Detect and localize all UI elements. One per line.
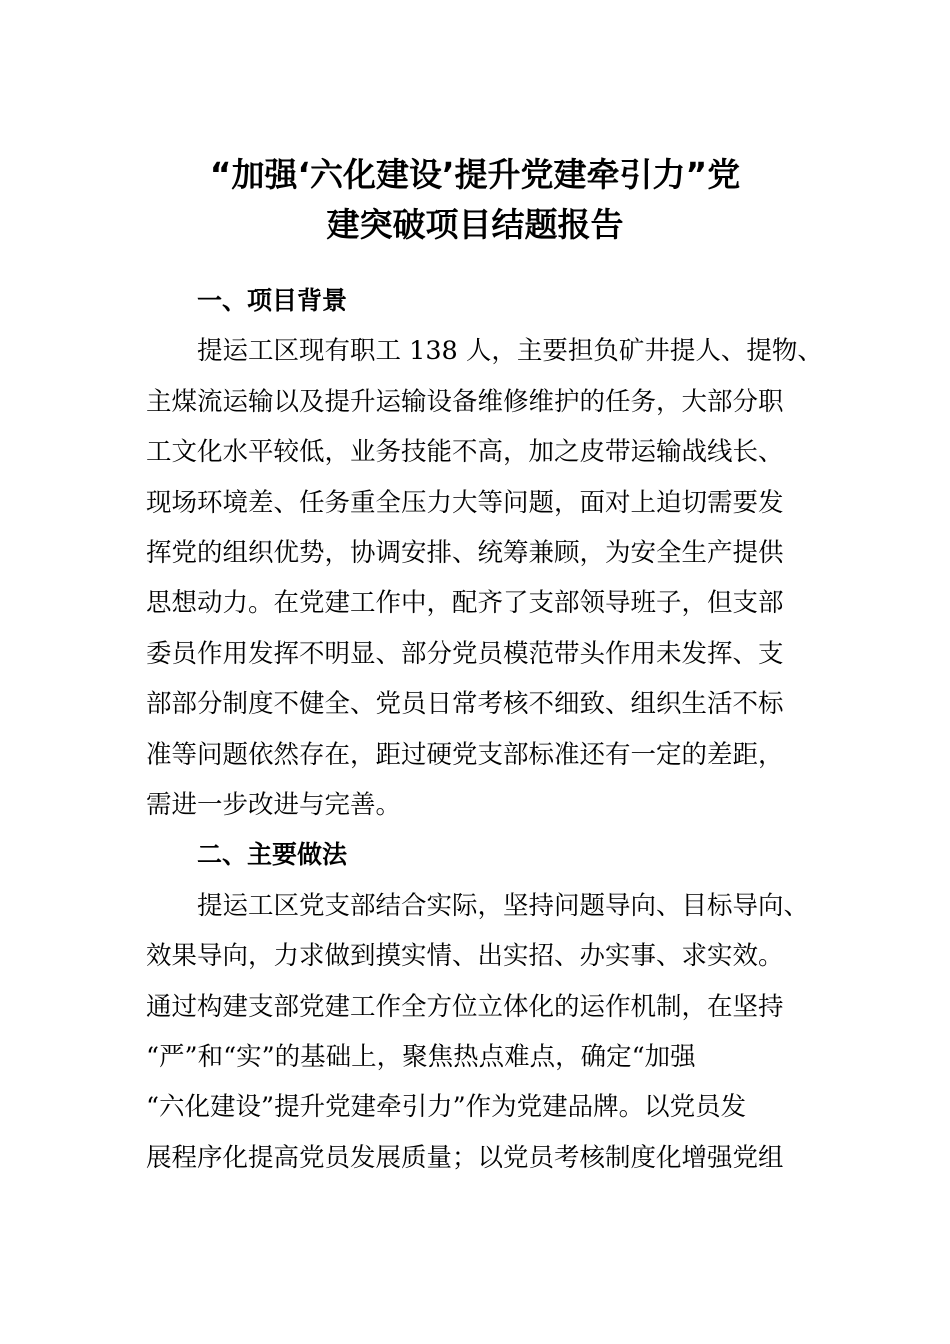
section-heading-background: 一、项目背景 — [197, 286, 348, 315]
paragraph-line: 准等问题依然存在，距过硬党支部标准还有一定的差距， — [146, 739, 784, 770]
paragraph-line: 提运工区党支部结合实际，坚持问题导向、目标导向、 — [197, 890, 810, 921]
section-heading-methods: 二、主要做法 — [197, 840, 348, 870]
section-paragraph-methods — [146, 881, 816, 1183]
document-body — [146, 276, 823, 1183]
paragraph-line: “严”和“实”的基础上，聚焦热点难点，确定“加强 — [146, 1041, 696, 1072]
paragraph-line: 展程序化提高党员发展质量；以党员考核制度化增强党组 — [146, 1142, 784, 1173]
paragraph-line: 部部分制度不健全、党员日常考核不细致、组织生活不标 — [146, 689, 784, 720]
paragraph-line: 需进一步改进与完善。 — [146, 789, 402, 820]
paragraph-line: 主煤流运输以及提升运输设备维修维护的任务，大部分职 — [146, 386, 784, 417]
paragraph-line: 效果导向，力求做到摸实情、出实招、办实事、求实效。 — [146, 941, 784, 972]
paragraph-line: 工文化水平较低，业务技能不高，加之皮带运输战线长、 — [146, 437, 784, 468]
paragraph-line: “六化建设”提升党建牵引力”作为党建品牌。以党员发 — [146, 1092, 747, 1123]
section-paragraph-background — [146, 326, 823, 830]
paragraph-line: 通过构建支部党建工作全方位立体化的运作机制，在坚持 — [146, 991, 784, 1022]
paragraph-line: 提运工区现有职工 138 人，主要担负矿井提人、提物、 — [197, 336, 823, 367]
paragraph-line: 思想动力。在党建工作中，配齐了支部领导班子，但支部 — [146, 588, 784, 619]
document-title — [140, 150, 810, 250]
paragraph-line: 现场环境差、任务重全压力大等问题，面对上迫切需要发 — [146, 487, 784, 518]
paragraph-line: 委员作用发挥不明显、部分党员模范带头作用未发挥、支 — [146, 638, 784, 669]
title-line-1: “加强‘六化建设’提升党建牵引力”党 — [209, 155, 741, 194]
paragraph-line: 挥党的组织优势，协调安排、统筹兼顾，为安全生产提供 — [146, 537, 784, 568]
title-line-2: 建突破项目结题报告 — [326, 205, 624, 244]
